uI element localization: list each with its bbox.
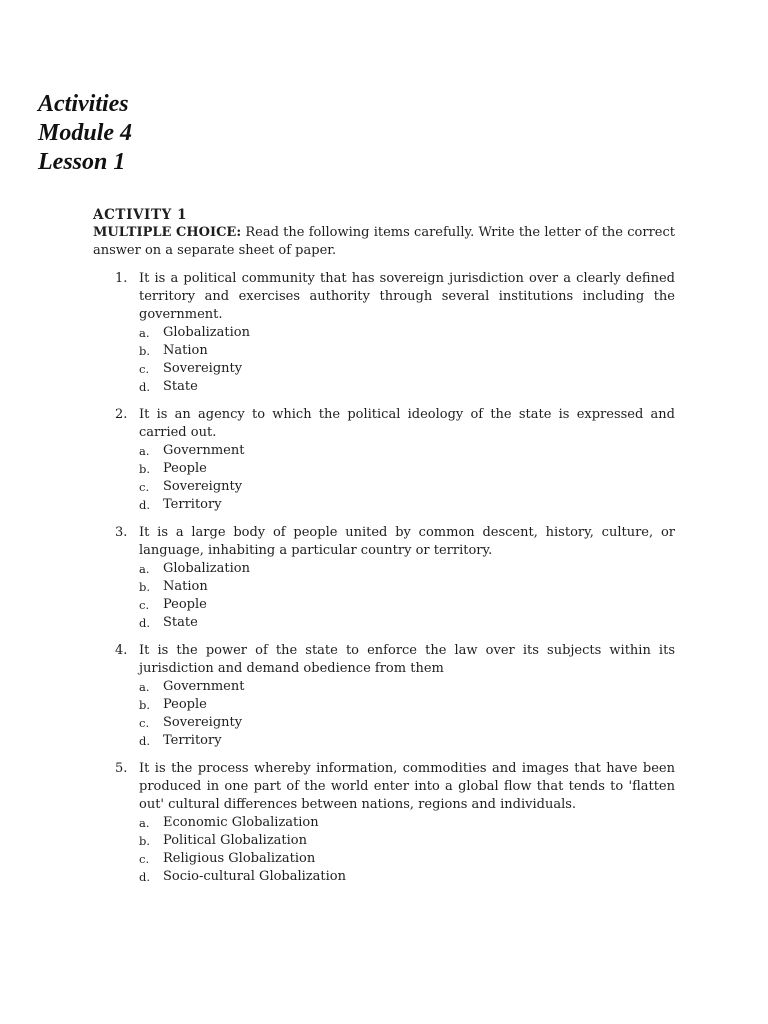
question-item	[93, 760, 675, 886]
choice-text: Socio-cultural Globalization	[163, 869, 346, 884]
choice-text: People	[163, 697, 207, 712]
choice-list	[139, 560, 675, 632]
choice-item	[139, 832, 675, 850]
choice-text: Nation	[163, 343, 208, 358]
question-item	[93, 642, 675, 750]
choice-text: Sovereignty	[163, 479, 243, 494]
choice-letter: a.	[139, 326, 150, 340]
choice-item	[139, 732, 675, 750]
question-item	[93, 524, 675, 632]
choice-item	[139, 850, 675, 868]
question-number: 3.	[115, 525, 128, 540]
choice-letter: c.	[139, 716, 150, 730]
choice-item	[139, 560, 675, 578]
choice-item	[139, 378, 675, 396]
question-list	[93, 270, 675, 886]
choice-item	[139, 324, 675, 342]
question-number: 4.	[115, 643, 128, 658]
choice-list	[139, 678, 675, 750]
choice-letter: c.	[139, 852, 150, 866]
choice-letter: c.	[139, 362, 150, 376]
heading-module: Module 4	[38, 120, 133, 146]
question-number: 2.	[115, 407, 128, 422]
choice-item	[139, 868, 675, 886]
choice-letter: d.	[139, 380, 151, 394]
choice-letter: a.	[139, 680, 150, 694]
instruction-text: Read the following items carefully. Write the letter of the correct answer on a separate sheet of paper.	[93, 225, 675, 258]
document-heading	[38, 90, 132, 177]
choice-text: Territory	[163, 733, 222, 748]
choice-letter: c.	[139, 598, 150, 612]
choice-text: Nation	[163, 579, 208, 594]
question-number: 1.	[115, 271, 128, 286]
choice-text: Territory	[163, 497, 222, 512]
question-text: It is the power of the state to enforce the law over its subjects within its jurisdiction and demand obedience from them	[139, 643, 675, 676]
question-text: It is a political community that has sovereign jurisdiction over a clearly defined territory and exercises authority through several institutions including the government.	[139, 271, 675, 322]
activity-section	[93, 206, 675, 896]
activity-title: ACTIVITY 1	[93, 207, 188, 223]
choice-list	[139, 442, 675, 514]
choice-item	[139, 814, 675, 832]
activity-instructions	[93, 224, 675, 260]
choice-item	[139, 496, 675, 514]
heading-activities: Activities	[38, 91, 129, 117]
choice-item	[139, 578, 675, 596]
choice-text: Economic Globalization	[163, 815, 319, 830]
question-item	[93, 270, 675, 396]
choice-text: Government	[163, 679, 245, 694]
choice-text: People	[163, 461, 207, 476]
choice-list	[139, 814, 675, 886]
choice-letter: b.	[139, 580, 151, 594]
choice-letter: d.	[139, 734, 151, 748]
choice-text: Government	[163, 443, 245, 458]
question-text: It is a large body of people united by common descent, history, culture, or language, inhabiting a particular country or territory.	[139, 525, 675, 558]
choice-letter: d.	[139, 870, 151, 884]
choice-text: State	[163, 379, 198, 394]
choice-item	[139, 442, 675, 460]
choice-text: Sovereignty	[163, 361, 243, 376]
choice-letter: b.	[139, 698, 151, 712]
choice-letter: a.	[139, 562, 150, 576]
choice-item	[139, 460, 675, 478]
choice-list	[139, 324, 675, 396]
choice-item	[139, 614, 675, 632]
choice-text: Political Globalization	[163, 833, 308, 848]
instruction-label: MULTIPLE CHOICE:	[93, 225, 242, 240]
choice-text: Religious Globalization	[163, 851, 316, 866]
question-number: 5.	[115, 761, 128, 776]
question-item	[93, 406, 675, 514]
choice-letter: b.	[139, 462, 151, 476]
choice-text: Sovereignty	[163, 715, 243, 730]
choice-text: People	[163, 597, 207, 612]
choice-letter: a.	[139, 444, 150, 458]
question-text: It is the process whereby information, commodities and images that have been produced in one part of the world enter into a global flow that tends to 'flatten out' cultural differences between nations, regions and individuals.	[139, 761, 675, 812]
heading-lesson: Lesson 1	[38, 149, 126, 175]
choice-item	[139, 342, 675, 360]
choice-letter: d.	[139, 616, 151, 630]
choice-item	[139, 360, 675, 378]
choice-text: Globalization	[163, 561, 250, 576]
choice-letter: c.	[139, 480, 150, 494]
choice-item	[139, 478, 675, 496]
choice-item	[139, 696, 675, 714]
choice-letter: d.	[139, 498, 151, 512]
choice-text: State	[163, 615, 198, 630]
choice-letter: a.	[139, 816, 150, 830]
choice-item	[139, 714, 675, 732]
choice-text: Globalization	[163, 325, 250, 340]
choice-item	[139, 678, 675, 696]
choice-item	[139, 596, 675, 614]
question-text: It is an agency to which the political ideology of the state is expressed and carried out.	[139, 407, 675, 440]
choice-letter: b.	[139, 834, 151, 848]
choice-letter: b.	[139, 344, 151, 358]
